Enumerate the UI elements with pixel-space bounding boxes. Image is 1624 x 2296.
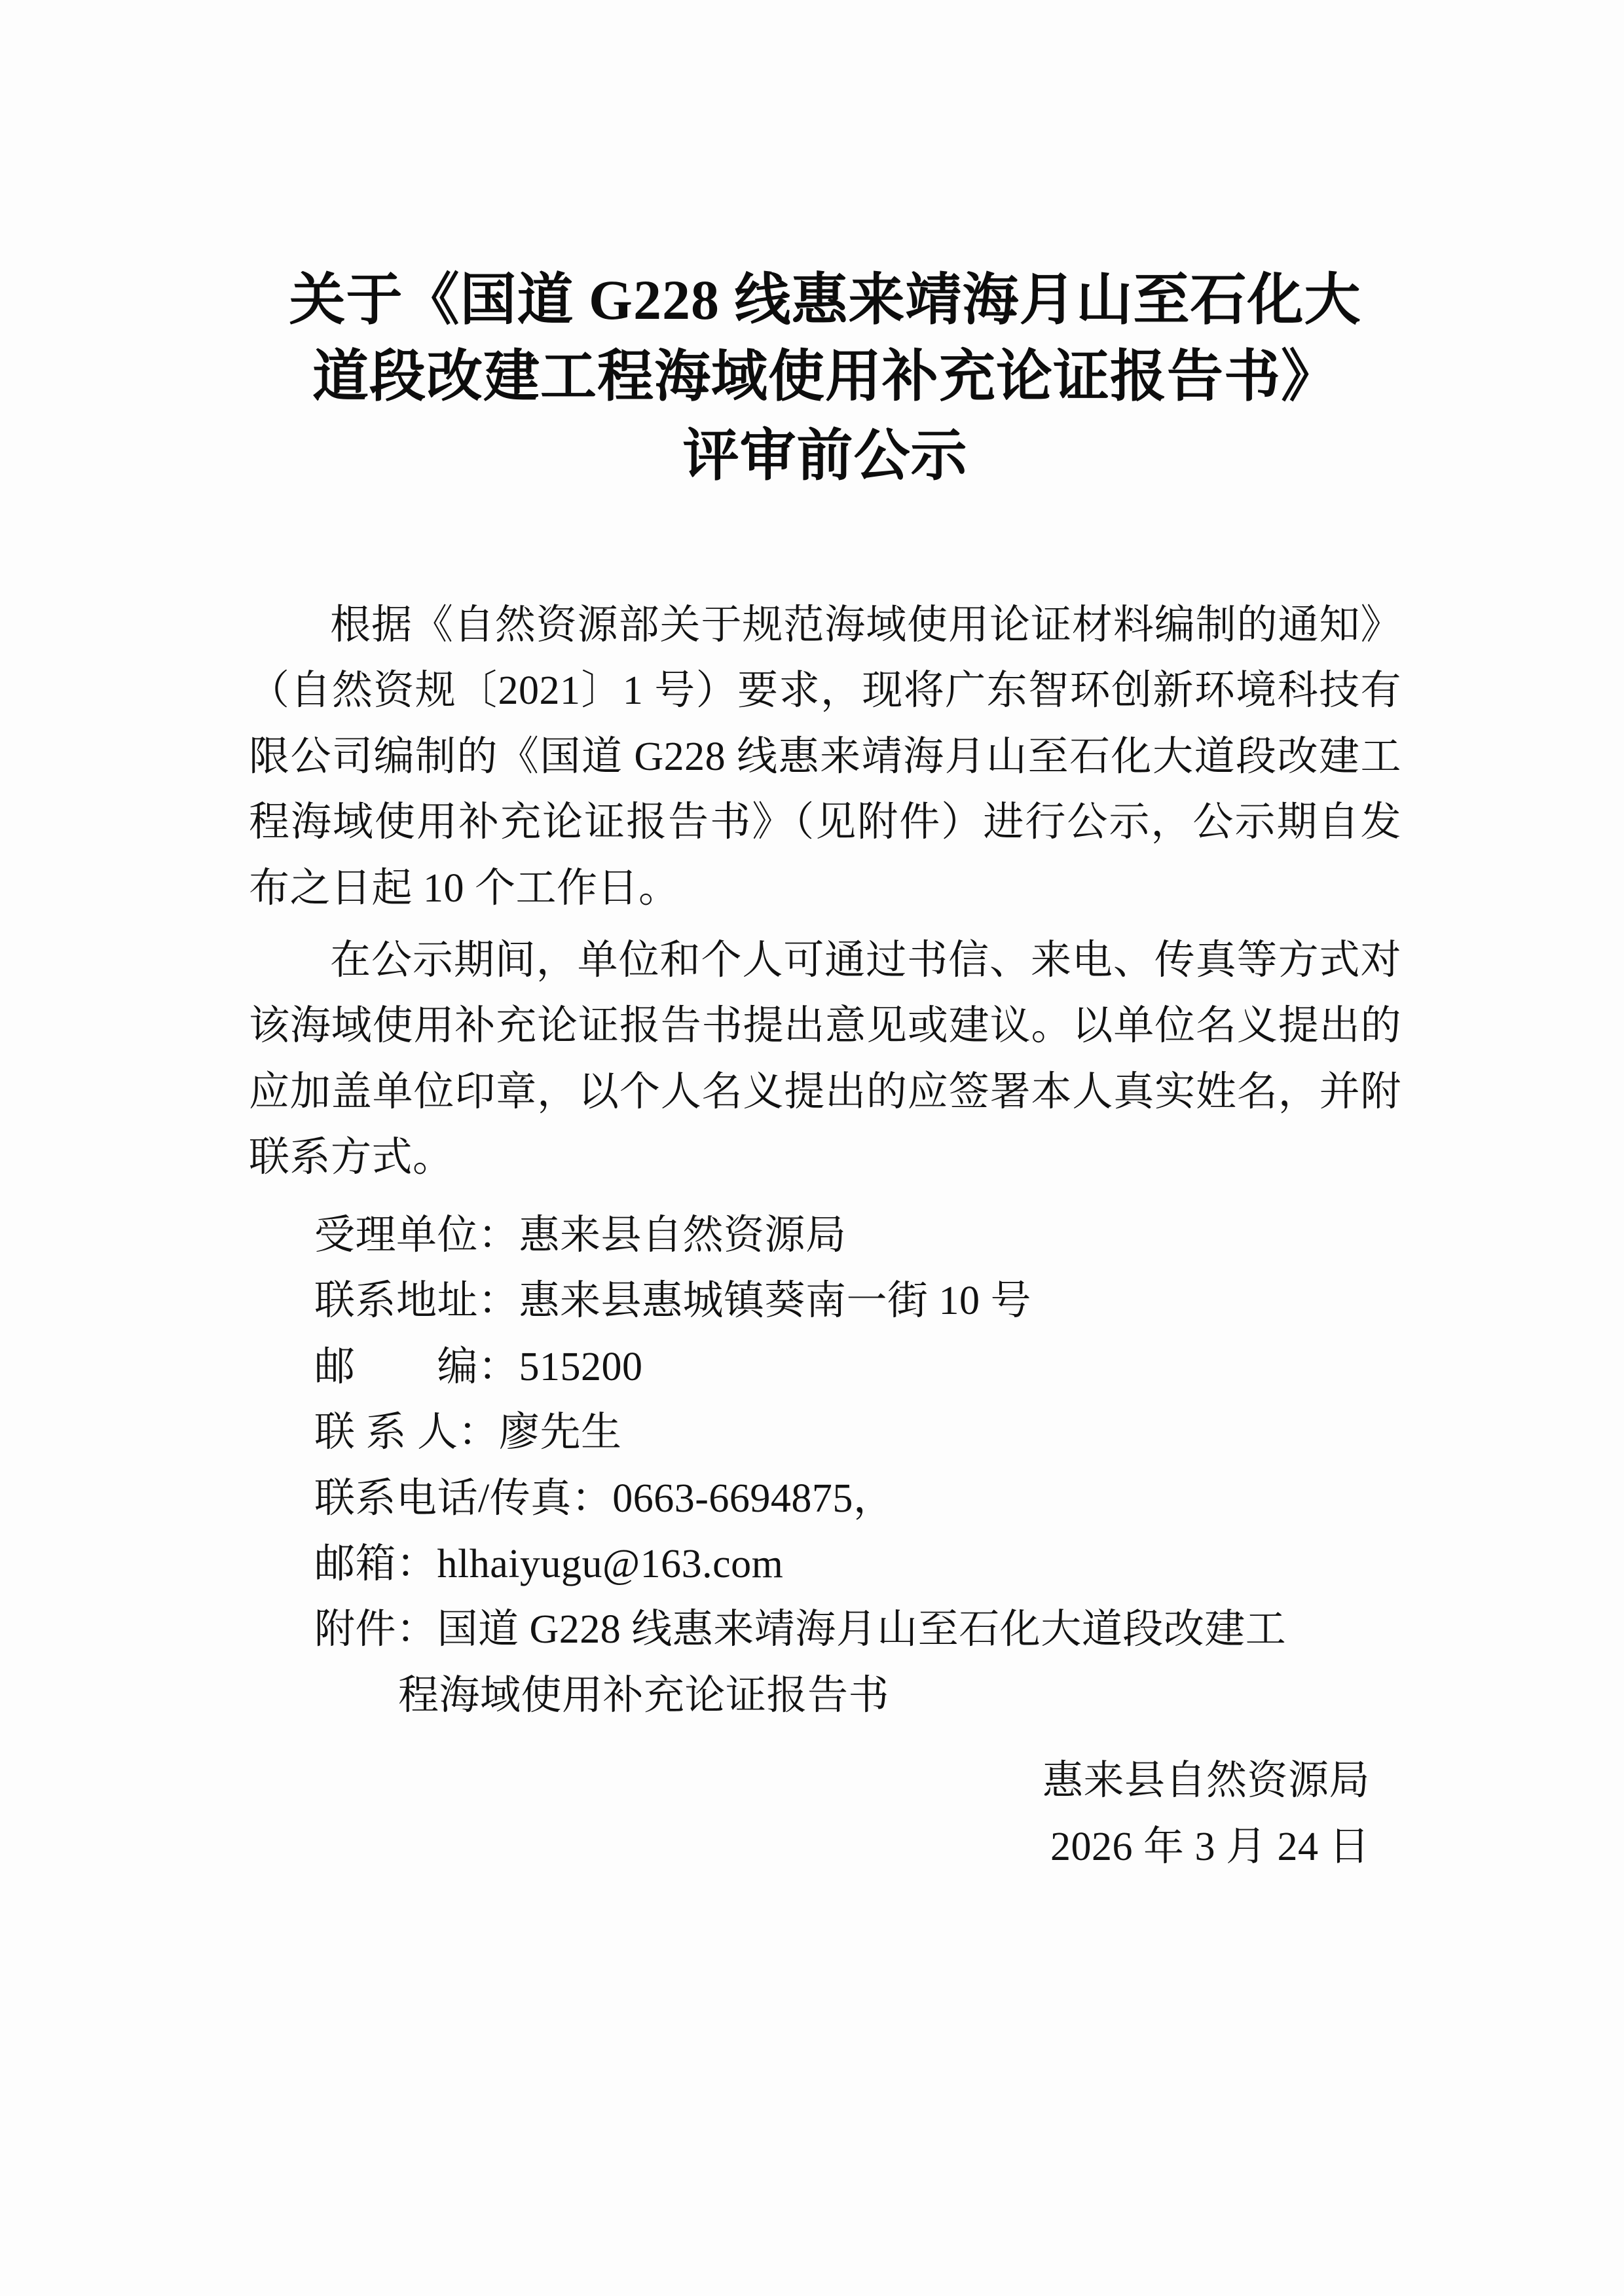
signature-block xyxy=(249,1748,1401,1880)
title-line-2: 道段改建工程海域使用补充论证报告书》 xyxy=(312,344,1338,408)
contact-postcode: 邮 编：515200 xyxy=(314,1344,643,1389)
page-title xyxy=(249,262,1401,494)
contact-info-list xyxy=(249,1203,1401,1597)
contact-person: 联 系 人：廖先生 xyxy=(314,1410,622,1455)
contact-address: 联系地址：惠来县惠城镇葵南一街 10 号 xyxy=(314,1279,1032,1324)
attachment-label: 附件：国道 G228 线惠来靖海月山至石化大道段改建工 xyxy=(314,1607,1287,1652)
contact-accepting-unit: 受理单位：惠来县自然资源局 xyxy=(314,1212,847,1258)
contact-email: 邮箱：hlhaiyugu@163.com xyxy=(314,1541,784,1586)
contact-phone-fax: 联系电话/传真：0663-6694875， xyxy=(314,1476,895,1521)
signature-date: 2026 年 3 月 24 日 xyxy=(1050,1824,1370,1869)
attachment-label-continued: 程海域使用补充论证报告书 xyxy=(398,1673,890,1718)
document-content xyxy=(249,262,1401,1880)
paragraph-2: 在公示期间，单位和个人可通过书信、来电、传真等方式对该海域使用补充论证报告书提出意见或建议。以单位名义提出的应加盖单位印章，以个人名义提出的应签署本人真实姓名，并附联系方式。 xyxy=(249,938,1401,1180)
signature-issuer: 惠来县自然资源局 xyxy=(1042,1758,1370,1804)
document-body xyxy=(249,592,1401,1880)
title-line-1: 关于《国道 G228 线惠来靖海月山至石化大 xyxy=(289,268,1361,331)
title-line-3: 评审前公示 xyxy=(682,424,968,487)
paragraph-1: 根据《自然资源部关于规范海域使用论证材料编制的通知》（自然资规〔2021〕1 号）要求，现将广东智环创新环境科技有限公司编制的《国道 G228 线惠来靖海月山至石化大道段改建工程海域使用补充论证报告书》（见附件）进行公示，公示期自发布之日起 10 个工作日。 xyxy=(249,602,1401,911)
